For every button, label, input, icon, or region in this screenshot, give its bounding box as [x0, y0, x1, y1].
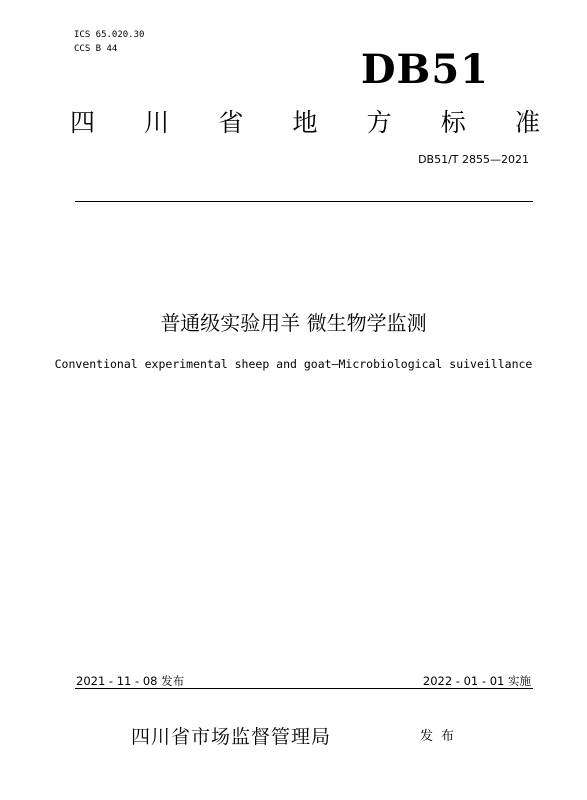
standard-type-char: 四: [70, 108, 96, 137]
ccs-code: CCS B 44: [74, 44, 118, 54]
standard-type-char: 标: [440, 108, 466, 137]
standard-type-char: 方: [366, 108, 392, 137]
release-label: 发布: [420, 729, 463, 744]
issue-date: 2021 - 11 - 08 发布: [76, 674, 185, 688]
standard-logo: DB51: [360, 46, 489, 93]
standard-type-char: 地: [292, 108, 318, 137]
footer-divider: [75, 688, 533, 689]
ics-code: ICS 65.020.30: [74, 30, 145, 40]
standard-type-char: 川: [144, 108, 170, 137]
implementation-date: 2022 - 01 - 01 实施: [422, 674, 531, 688]
header-divider: [75, 201, 533, 202]
standard-number: DB51/T 2855—2021: [418, 153, 529, 166]
standard-type-char: 省: [218, 108, 244, 137]
standard-type-heading: [70, 106, 540, 140]
document-title-chinese: 普通级实验用羊 微生物学监测: [160, 311, 427, 335]
standard-type-char: 准: [514, 108, 540, 137]
issuing-authority: 四川省市场监督管理局: [131, 726, 332, 748]
document-title-english: Conventional experimental sheep and goat—Microbiological suiveillance: [54, 357, 533, 371]
